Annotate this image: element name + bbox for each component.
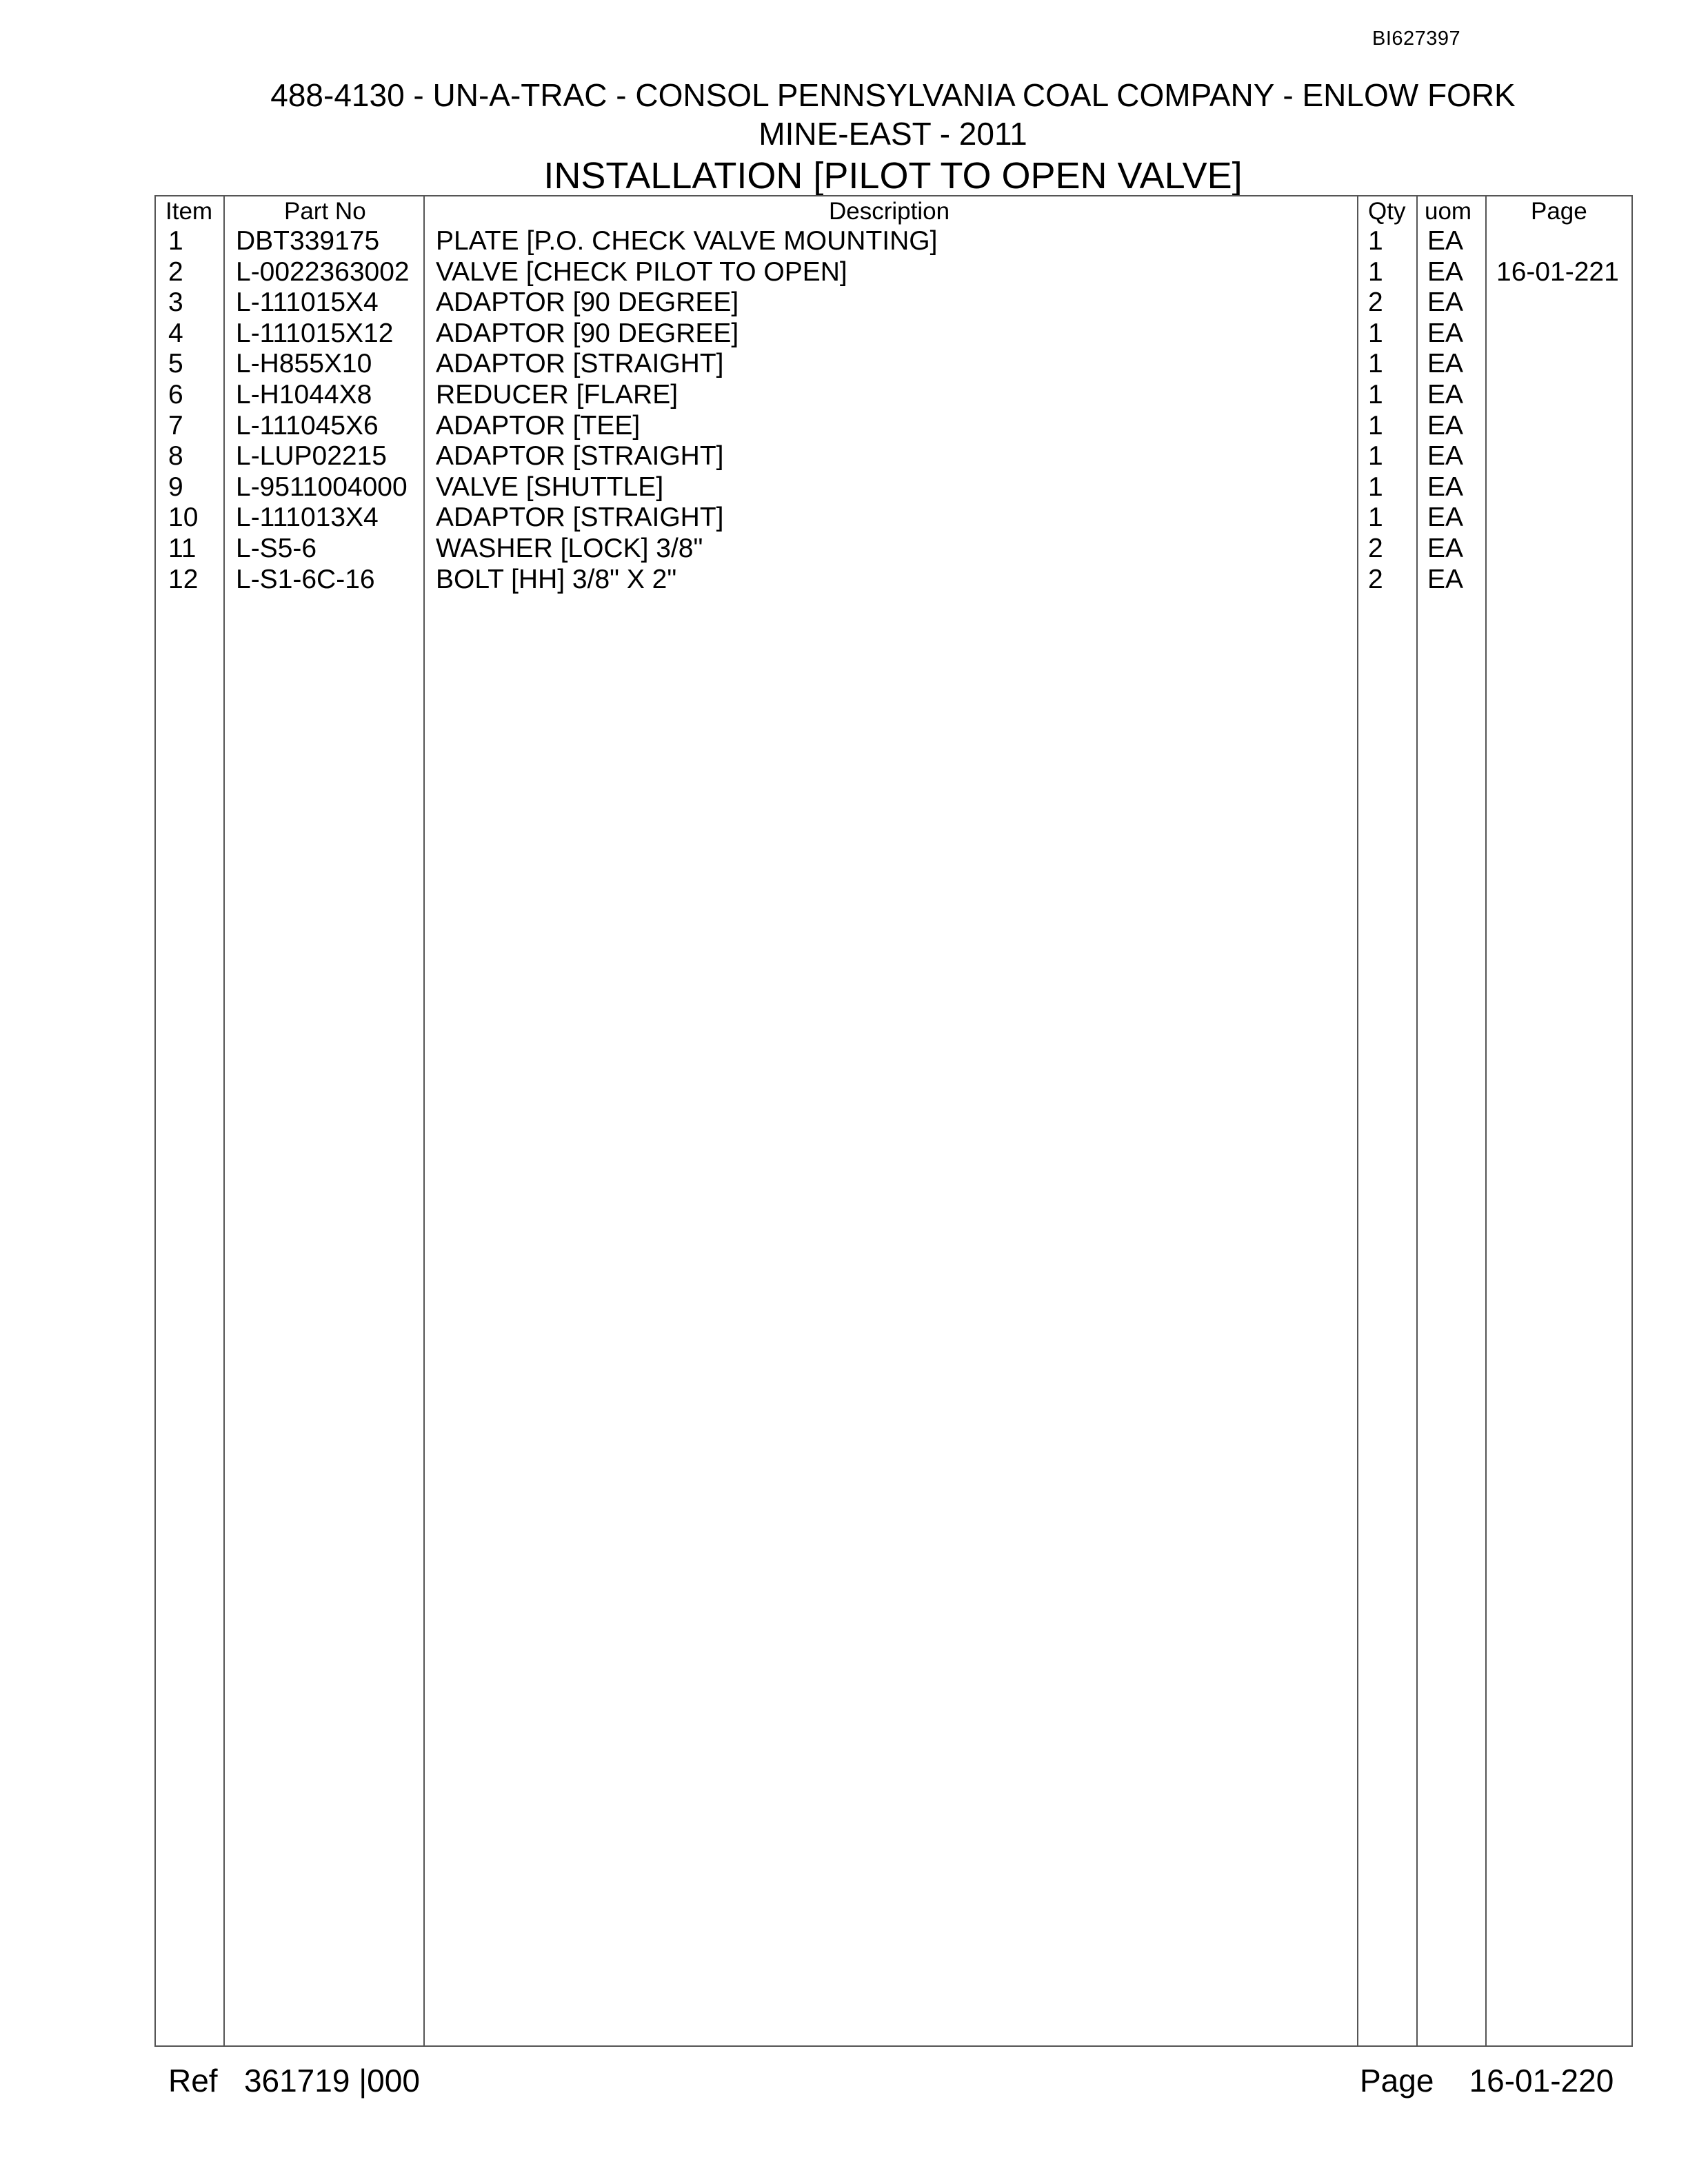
header-description: Description bbox=[829, 198, 950, 225]
header-qty: Qty bbox=[1368, 198, 1406, 225]
cell-description: ADAPTOR [90 DEGREE] bbox=[436, 318, 739, 348]
cell-item: 8 bbox=[168, 441, 183, 472]
footer-page-label: Page bbox=[1360, 2063, 1434, 2099]
table-row bbox=[156, 348, 1631, 379]
cell-part-no: L-111015X12 bbox=[236, 318, 394, 348]
cell-description: VALVE [SHUTTLE] bbox=[436, 472, 664, 502]
cell-item: 10 bbox=[168, 503, 199, 533]
cell-qty: 2 bbox=[1368, 564, 1383, 594]
header-part-no: Part No bbox=[284, 198, 366, 225]
cell-item: 4 bbox=[168, 318, 183, 348]
cell-uom: EA bbox=[1427, 226, 1464, 256]
cell-description: ADAPTOR [STRAIGHT] bbox=[436, 349, 724, 379]
cell-qty: 1 bbox=[1368, 256, 1383, 287]
cell-qty: 1 bbox=[1368, 380, 1383, 410]
cell-part-no: L-S5-6 bbox=[236, 534, 317, 563]
cell-description: ADAPTOR [STRAIGHT] bbox=[436, 503, 724, 533]
footer-ref-value: 361719 |000 bbox=[243, 2063, 420, 2099]
cell-qty: 2 bbox=[1368, 534, 1383, 563]
cell-item: 7 bbox=[168, 410, 183, 441]
cell-part-no: L-0022363002 bbox=[236, 256, 410, 287]
cell-uom: EA bbox=[1427, 287, 1464, 318]
table-row bbox=[156, 379, 1631, 410]
cell-uom: EA bbox=[1427, 410, 1464, 441]
cell-uom: EA bbox=[1427, 380, 1464, 410]
cell-description: WASHER [LOCK] 3/8" bbox=[436, 534, 703, 563]
page-title: INSTALLATION [PILOT TO OPEN VALVE] bbox=[543, 155, 1243, 196]
cell-description: REDUCER [FLARE] bbox=[436, 380, 679, 410]
table-row bbox=[156, 256, 1631, 287]
document-id: BI627397 bbox=[1372, 28, 1461, 50]
cell-item: 9 bbox=[168, 472, 183, 502]
cell-part-no: DBT339175 bbox=[236, 226, 380, 256]
cell-description: BOLT [HH] 3/8" X 2" bbox=[436, 564, 677, 594]
cell-uom: EA bbox=[1427, 318, 1464, 348]
table-row bbox=[156, 318, 1631, 349]
cell-description: ADAPTOR [STRAIGHT] bbox=[436, 441, 724, 472]
cell-qty: 2 bbox=[1368, 287, 1383, 318]
cell-description: ADAPTOR [TEE] bbox=[436, 410, 641, 441]
cell-description: PLATE [P.O. CHECK VALVE MOUNTING] bbox=[436, 226, 938, 256]
cell-item: 5 bbox=[168, 349, 183, 379]
cell-qty: 1 bbox=[1368, 441, 1383, 472]
cell-item: 1 bbox=[168, 226, 183, 256]
table-row bbox=[156, 287, 1631, 318]
footer-ref bbox=[168, 2061, 420, 2100]
cell-part-no: L-H1044X8 bbox=[236, 380, 372, 410]
header-item: Item bbox=[165, 198, 213, 225]
cell-item: 2 bbox=[168, 256, 183, 287]
table-row bbox=[156, 472, 1631, 503]
table-row bbox=[156, 502, 1631, 533]
cell-part-no: L-LUP02215 bbox=[236, 441, 387, 472]
title-block bbox=[83, 76, 1688, 197]
footer-page bbox=[1360, 2061, 1614, 2100]
cell-uom: EA bbox=[1427, 564, 1464, 594]
header-page: Page bbox=[1531, 198, 1587, 225]
title-line-2: MINE-EAST - 2011 bbox=[758, 116, 1027, 152]
cell-item: 6 bbox=[168, 380, 183, 410]
cell-description: ADAPTOR [90 DEGREE] bbox=[436, 287, 739, 318]
cell-page: 16-01-221 bbox=[1496, 256, 1619, 287]
cell-qty: 1 bbox=[1368, 349, 1383, 379]
cell-uom: EA bbox=[1427, 441, 1464, 472]
cell-qty: 1 bbox=[1368, 503, 1383, 533]
cell-part-no: L-111045X6 bbox=[236, 410, 379, 441]
title-line-1: 488-4130 - UN-A-TRAC - CONSOL PENNSYLVANIA COAL COMPANY - ENLOW FORK bbox=[270, 77, 1516, 113]
table-row bbox=[156, 533, 1631, 564]
footer-ref-label: Ref bbox=[168, 2063, 218, 2099]
cell-part-no: L-S1-6C-16 bbox=[236, 564, 375, 594]
cell-part-no: L-111015X4 bbox=[236, 287, 379, 318]
table-row bbox=[156, 564, 1631, 595]
cell-uom: EA bbox=[1427, 534, 1464, 563]
footer-page-number: 16-01-220 bbox=[1469, 2063, 1614, 2099]
cell-uom: EA bbox=[1427, 256, 1464, 287]
cell-part-no: L-9511004000 bbox=[236, 472, 408, 502]
cell-uom: EA bbox=[1427, 349, 1464, 379]
cell-qty: 1 bbox=[1368, 410, 1383, 441]
cell-item: 12 bbox=[168, 564, 199, 594]
table-row bbox=[156, 441, 1631, 472]
cell-item: 3 bbox=[168, 287, 183, 318]
cell-uom: EA bbox=[1427, 503, 1464, 533]
parts-table bbox=[154, 195, 1633, 2047]
cell-part-no: L-H855X10 bbox=[236, 349, 372, 379]
cell-description: VALVE [CHECK PILOT TO OPEN] bbox=[436, 256, 847, 287]
cell-part-no: L-111013X4 bbox=[236, 503, 379, 533]
table-row bbox=[156, 410, 1631, 441]
cell-item: 11 bbox=[168, 534, 197, 563]
table-row bbox=[156, 225, 1631, 256]
cell-qty: 1 bbox=[1368, 318, 1383, 348]
header-uom: uom bbox=[1425, 198, 1472, 225]
cell-qty: 1 bbox=[1368, 472, 1383, 502]
cell-qty: 1 bbox=[1368, 226, 1383, 256]
cell-uom: EA bbox=[1427, 472, 1464, 502]
